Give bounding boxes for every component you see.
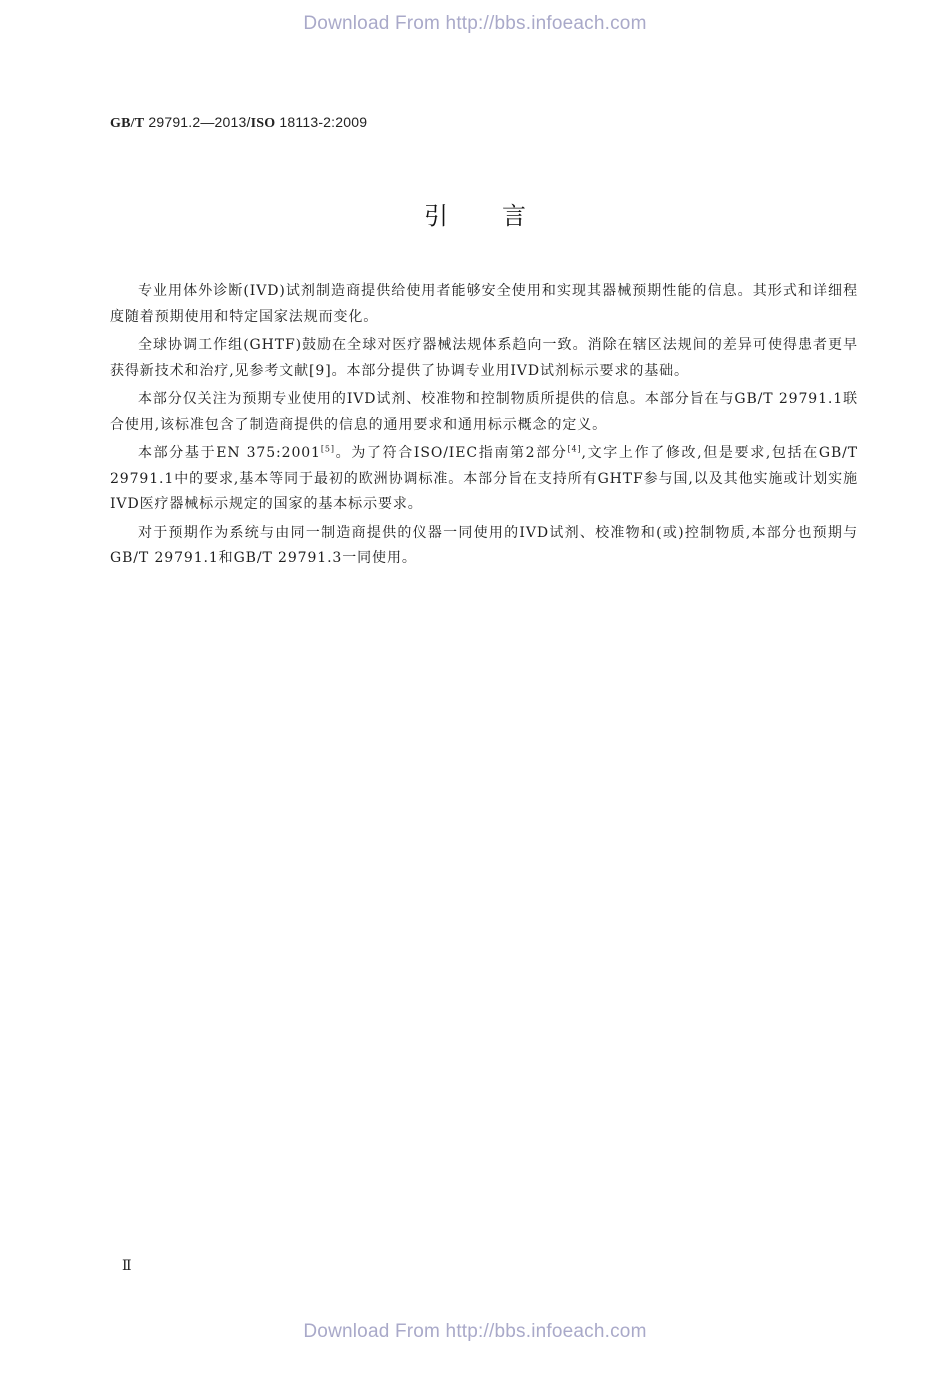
page-title: 引言 xyxy=(424,202,580,230)
header-prefix: GB/T xyxy=(110,116,145,131)
introduction-body xyxy=(110,279,858,575)
paragraph-1: 专业用体外诊断(IVD)试剂制造商提供给使用者能够安全使用和实现其器械预期性能的信息。其形式和详细程度随着预期使用和特定国家法规而变化。 xyxy=(110,283,858,325)
header-iso-prefix: ISO xyxy=(250,116,276,131)
paragraph-2: 全球协调工作组(GHTF)鼓励在全球对医疗器械法规体系趋向一致。消除在辖区法规间的差异可使得患者更早获得新技术和治疗,见参考文献[9]。本部分提供了协调专业用IVD试剂标示要求的基础。 xyxy=(110,337,858,379)
paragraph-4-part-1: 本部分基于EN 375:2001 xyxy=(138,445,321,461)
reference-4: [4] xyxy=(567,444,582,454)
watermark-bottom: Download From http://bbs.infoeach.com xyxy=(303,1321,647,1342)
paragraph-4 xyxy=(110,441,858,518)
header-iso-number: 18113-2:2009 xyxy=(275,114,368,130)
page-number: Ⅱ xyxy=(122,1259,132,1274)
standard-number-header xyxy=(110,114,367,132)
paragraph-3: 本部分仅关注为预期专业使用的IVD试剂、校准物和控制物质所提供的信息。本部分旨在与GB/T 29791.1联合使用,该标准包含了制造商提供的信息的通用要求和通用标示概念的定义。 xyxy=(110,391,858,433)
header-number: 29791.2—2013/ xyxy=(144,114,251,130)
reference-5: [5] xyxy=(320,444,335,454)
paragraph-5: 对于预期作为系统与由同一制造商提供的仪器一同使用的IVD试剂、校准物和(或)控制物质,本部分也预期与GB/T 29791.1和GB/T 29791.3一同使用。 xyxy=(110,524,858,566)
paragraph-4-part-3: ,文字上作了修改,但是要求,包括在GB/T 29791.1中的要求,基本等同于最初的欧洲协调标准。本部分旨在支持所有GHTF参与国,以及其他实施或计划实施IVD医疗器械标示规定的国家的基本标示要求。 xyxy=(110,445,858,512)
paragraph-4-part-2: 。为了符合ISO/IEC指南第2部分 xyxy=(334,445,568,461)
watermark-top: Download From http://bbs.infoeach.com xyxy=(303,13,647,34)
